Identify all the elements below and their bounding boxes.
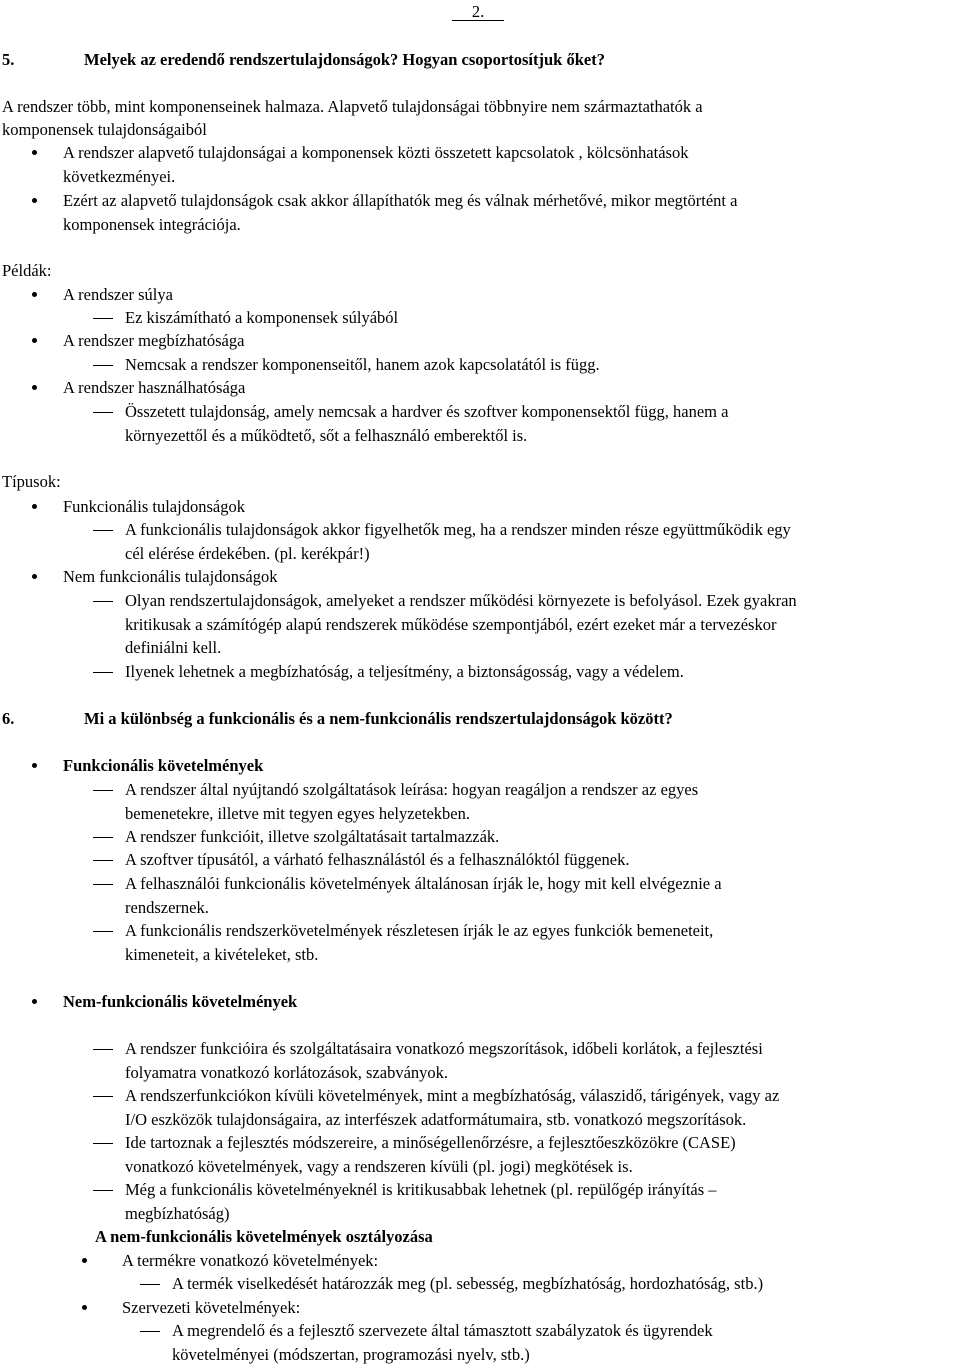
types-functional-sub: A funkcionális tulajdonságok akkor figyelhetők meg, ha a rendszer minden része együttműködik egy <box>125 520 791 539</box>
bullet-icon <box>32 150 37 155</box>
bullet-icon <box>32 763 37 768</box>
dash-icon <box>140 1284 160 1285</box>
examples-heading: Példák: <box>2 261 52 280</box>
dash-icon <box>93 1049 113 1050</box>
types-heading: Típusok: <box>2 472 61 491</box>
classification-item-sub: A megrendelő és a fejlesztő szervezete által támasztott szabályzatok és ügyrendek <box>172 1321 713 1340</box>
types-nonfunctional-sub: Ilyenek lehetnek a megbízhatóság, a teljesítmény, a biztonságosság, vagy a védelem. <box>125 662 684 681</box>
bullet-icon <box>32 198 37 203</box>
dash-icon <box>93 318 113 319</box>
nonfunctional-req-heading: Nem-funkcionális követelmények <box>63 992 298 1011</box>
functional-req-item: A szoftver típusától, a várható felhasználástól és a felhasználóktól függenek. <box>125 850 630 869</box>
example-item-label: A rendszer súlya <box>63 285 173 304</box>
types-nonfunctional-sub: definiálni kell. <box>125 638 222 657</box>
intro-bullet-1-line-2: következményei. <box>63 167 176 186</box>
example-item-sub: Ez kiszámítható a komponensek súlyából <box>125 308 399 327</box>
classification-item-sub: A termék viselkedését határozzák meg (pl. sebesség, megbízhatóság, hordozhatóság, stb.) <box>172 1274 764 1293</box>
bullet-icon <box>32 385 37 390</box>
types-nonfunctional-sub: kritikusak a számítógép alapú rendszerek működése szempontjából, ezért ezeket már a tervezéskor <box>125 615 777 634</box>
nonfunctional-req-item: A rendszer funkcióira és szolgáltatásaira vonatkozó megszorítások, időbeli korlátok, a fejlesztési <box>125 1039 763 1058</box>
bullet-icon <box>32 292 37 297</box>
functional-req-item: A rendszer által nyújtandó szolgáltatások leírása: hogyan reagáljon a rendszer az egyes <box>125 780 699 799</box>
bullet-icon <box>32 338 37 343</box>
types-nonfunctional-label: Nem funkcionális tulajdonságok <box>63 567 278 586</box>
bullet-icon <box>32 574 37 579</box>
classification-heading: A nem-funkcionális követelmények osztályozása <box>95 1227 433 1246</box>
example-item-sub: Összetett tulajdonság, amely nemcsak a hardver és szoftver komponensektől függ, hanem a <box>125 402 729 421</box>
dash-icon <box>93 884 113 885</box>
example-item-sub: Nemcsak a rendszer komponenseitől, hanem azok kapcsolatától is függ. <box>125 355 600 374</box>
functional-req-item: rendszernek. <box>125 898 209 917</box>
nonfunctional-req-item: vonatkozó követelmények, vagy a rendszeren kívüli (pl. jogi) megkötések is. <box>125 1157 633 1176</box>
q5-title: Melyek az eredendő rendszertulajdonságok? Hogyan csoportosítjuk őket? <box>84 50 605 69</box>
intro-bullet-1-line-1: A rendszer alapvető tulajdonságai a komponensek közti összetett kapcsolatok , kölcsönhatások <box>63 143 689 162</box>
intro-bullet-2-line-2: komponensek integrációja. <box>63 215 241 234</box>
bullet-icon <box>82 1305 87 1310</box>
functional-req-item: kimeneteit, a kivételeket, stb. <box>125 945 319 964</box>
q6-title: Mi a különbség a funkcionális és a nem-funkcionális rendszertulajdonságok között? <box>84 709 673 728</box>
functional-req-item: A funkcionális rendszerkövetelmények részletesen írják le az egyes funkciók bemeneteit, <box>125 921 714 940</box>
types-nonfunctional-sub: Olyan rendszertulajdonságok, amelyeket a rendszer működési környezete is befolyásol. Ezek gyakran <box>125 591 797 610</box>
example-item-label: A rendszer megbízhatósága <box>63 331 245 350</box>
dash-icon <box>93 860 113 861</box>
dash-icon <box>93 530 113 531</box>
classification-item-label: A termékre vonatkozó követelmények: <box>122 1251 379 1270</box>
functional-req-item: A rendszer funkcióit, illetve szolgáltatásait tartalmazzák. <box>125 827 500 846</box>
dash-icon <box>93 672 113 673</box>
dash-icon <box>93 1096 113 1097</box>
nonfunctional-req-item: A rendszerfunkciókon kívüli követelmények, mint a megbízhatóság, válaszidő, tárigények, vagy az <box>125 1086 780 1105</box>
dash-icon <box>93 412 113 413</box>
dash-icon <box>93 1143 113 1144</box>
functional-req-heading: Funkcionális követelmények <box>63 756 264 775</box>
q5-number: 5. <box>2 50 15 69</box>
nonfunctional-req-item: Ide tartoznak a fejlesztés módszereire, a minőségellenőrzésre, a fejlesztőeszközökre (CASE) <box>125 1133 736 1152</box>
dash-icon <box>140 1331 160 1332</box>
nonfunctional-req-item: megbízhatóság) <box>125 1204 230 1223</box>
classification-item-label: Szervezeti követelmények: <box>122 1298 301 1317</box>
dash-icon <box>93 837 113 838</box>
intro-bullet-2-line-1: Ezért az alapvető tulajdonságok csak akkor állapíthatók meg és válnak mérhetővé, mikor megtörtént a <box>63 191 738 210</box>
page-number: 2. <box>452 2 504 22</box>
types-functional-sub: cél elérése érdekében. (pl. kerékpár!) <box>125 544 370 563</box>
intro-line-1: A rendszer több, mint komponenseinek halmaza. Alapvető tulajdonságai többnyire nem származtathatók a <box>2 97 703 116</box>
dash-icon <box>93 1190 113 1191</box>
q6-number: 6. <box>2 709 15 728</box>
intro-line-2: komponensek tulajdonságaiból <box>2 120 207 139</box>
dash-icon <box>93 790 113 791</box>
example-item-sub: környezettől és a működtető, sőt a felhasználó emberektől is. <box>125 426 528 445</box>
dash-icon <box>93 601 113 602</box>
nonfunctional-req-item: folyamatra vonatkozó korlátozások, szabványok. <box>125 1063 449 1082</box>
nonfunctional-req-item: I/O eszközök tulajdonságaira, az interfészek adatformátumaira, stb. vonatkozó megszorítások. <box>125 1110 747 1129</box>
classification-item-sub: követelményei (módszertan, programozási nyelv, stb.) <box>172 1345 530 1364</box>
example-item-label: A rendszer használhatósága <box>63 378 246 397</box>
dash-icon <box>93 365 113 366</box>
bullet-icon <box>32 999 37 1004</box>
types-functional-label: Funkcionális tulajdonságok <box>63 497 245 516</box>
dash-icon <box>93 931 113 932</box>
bullet-icon <box>82 1258 87 1263</box>
functional-req-item: A felhasználói funkcionális követelmények általánosan írják le, hogy mit kell elvégeznie a <box>125 874 722 893</box>
functional-req-item: bemenetekre, illetve mit tegyen egyes helyzetekben. <box>125 804 470 823</box>
nonfunctional-req-item: Még a funkcionális követelményeknél is kritikusabbak lehetnek (pl. repülőgép irányítás – <box>125 1180 717 1199</box>
bullet-icon <box>32 504 37 509</box>
